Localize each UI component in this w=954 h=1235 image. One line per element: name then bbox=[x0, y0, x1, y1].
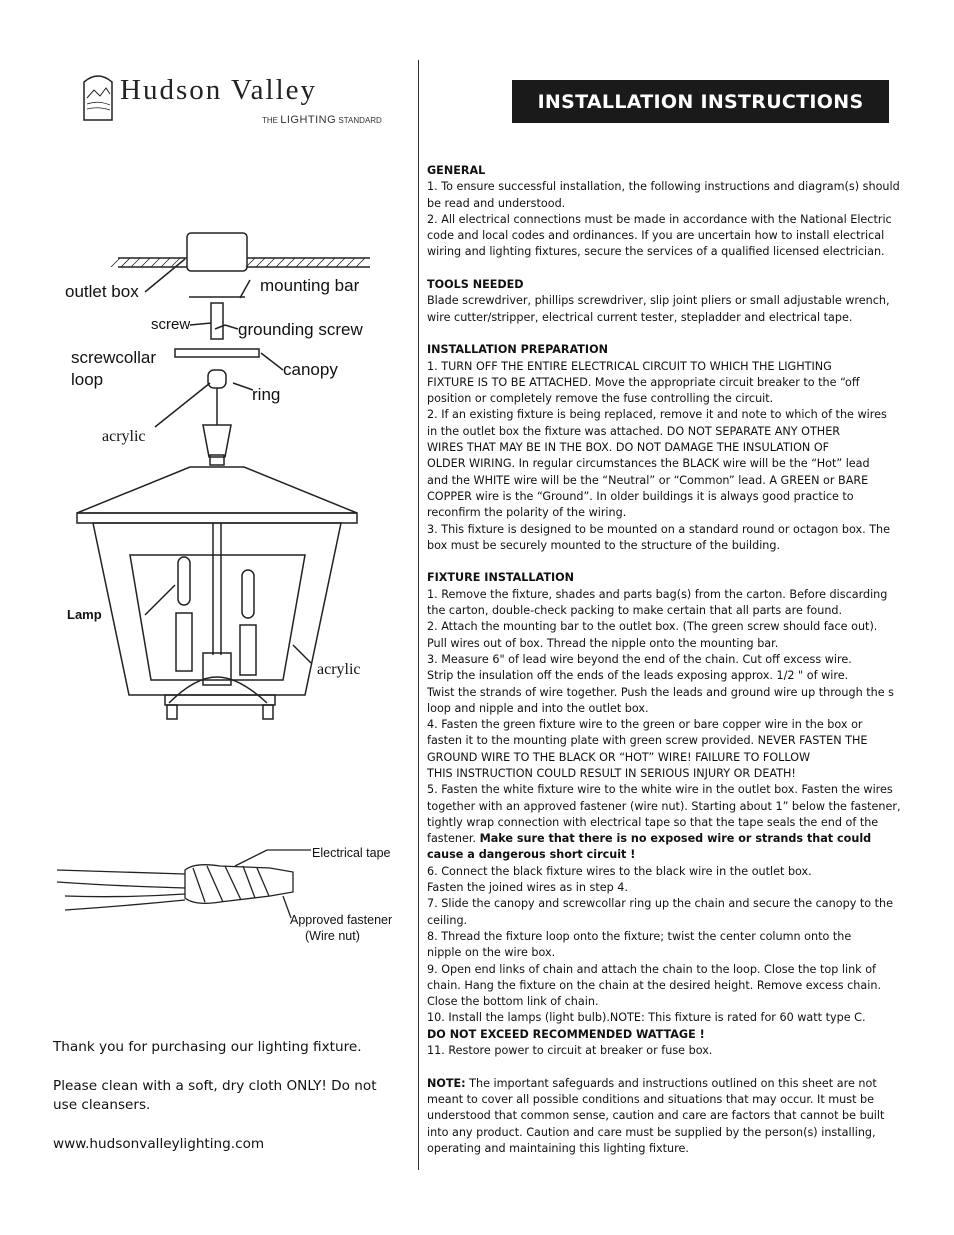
section-note bbox=[427, 1076, 915, 1157]
note-text: The important safeguards and instructions outlined on this sheet are not bbox=[465, 1076, 877, 1090]
label-grounding-screw: grounding screw bbox=[238, 320, 363, 339]
column-divider bbox=[418, 60, 419, 1170]
label-outlet-box: outlet box bbox=[65, 282, 139, 301]
text-line: 11. Restore power to circuit at breaker or fuse box. bbox=[427, 1044, 713, 1058]
text-line: into any product. Caution and care must be supplied by the person(s) installing, bbox=[427, 1125, 876, 1139]
text-line: Strip the insulation off the ends of the leads exposing approx. 1/2 " of wire. bbox=[427, 669, 849, 683]
text-line: 2. All electrical connections must be made in accordance with the National Electric bbox=[427, 212, 892, 226]
text-line: wiring and lighting fixtures, secure the services of a qualified licensed electrician. bbox=[427, 245, 885, 259]
instructions-body bbox=[427, 163, 915, 1157]
tagline-the: THE bbox=[262, 116, 278, 125]
text-line: ceiling. bbox=[427, 913, 468, 927]
text-line: 1. TURN OFF THE ENTIRE ELECTRICAL CIRCUIT TO WHICH THE LIGHTING bbox=[427, 359, 832, 373]
label-screw: screw bbox=[151, 316, 191, 333]
text-line: 2. Attach the mounting bar to the outlet box. (The green screw should face out). bbox=[427, 620, 878, 634]
text-line: reconfirm the polarity of the wiring. bbox=[427, 506, 627, 520]
section-heading: TOOLS NEEDED bbox=[427, 278, 524, 292]
text-line: GROUND WIRE TO THE BLACK OR “HOT” WIRE! FAILURE TO FOLLOW bbox=[427, 750, 811, 764]
text-line: 7. Slide the canopy and screwcollar ring up the chain and secure the canopy to the bbox=[427, 897, 894, 911]
text-line: 2. If an existing fixture is being replaced, remove it and note to which of the wires bbox=[427, 408, 887, 422]
warning-text: cause a dangerous short circuit ! bbox=[427, 848, 636, 862]
section-heading: GENERAL bbox=[427, 164, 486, 177]
text-line: 9. Open end links of chain and attach the chain to the loop. Close the top link of bbox=[427, 962, 876, 976]
text-line: wire cutter/stripper, electrical current tester, stepladder and electrical tape. bbox=[427, 310, 853, 324]
wattage-warning: DO NOT EXCEED RECOMMENDED WATTAGE ! bbox=[427, 1027, 705, 1041]
text-line: 3. This fixture is designed to be mounted on a standard round or octagon box. The bbox=[427, 522, 891, 536]
text-line: tightly wrap connection with electrical tape so that the tape seals the end of the bbox=[427, 815, 879, 829]
website-link[interactable]: www.hudsonvalleylighting.com bbox=[53, 1136, 265, 1152]
text-line: in the outlet box the fixture was attached. DO NOT SEPARATE ANY OTHER bbox=[427, 424, 841, 438]
section-heading: FIXTURE INSTALLATION bbox=[427, 571, 575, 585]
care-text: use cleansers. bbox=[53, 1097, 151, 1113]
text-line: meant to cover all possible conditions and situations that may occur. It must be bbox=[427, 1092, 875, 1106]
text-line: 8. Thread the fixture loop onto the fixture; twist the center column onto the bbox=[427, 929, 852, 943]
note-line bbox=[427, 1076, 915, 1092]
text-line: Pull wires out of box. Thread the nipple onto the mounting bar. bbox=[427, 636, 779, 650]
text-line: position or completely remove the fuse controlling the circuit. bbox=[427, 392, 774, 406]
text-line: together with an approved fastener (wire nut). Starting about 1” below the fastener, bbox=[427, 799, 901, 813]
label-mounting-bar: mounting bar bbox=[260, 276, 360, 295]
label-canopy: canopy bbox=[283, 360, 338, 379]
text-line: 1. To ensure successful installation, the following instructions and diagram(s) should bbox=[427, 180, 900, 194]
text-line: understood that common sense, caution and care are factors that cannot be built bbox=[427, 1109, 885, 1123]
text-line: 1. Remove the fixture, shades and parts bag(s) from the carton. Before discarding bbox=[427, 587, 888, 601]
text-line: OLDER WIRING. In regular circumstances the BLACK wire will be the “Hot” lead bbox=[427, 457, 870, 471]
label-approved-fastener: Approved fastener bbox=[290, 913, 393, 927]
text-line: fasten it to the mounting plate with green screw provided. NEVER FASTEN THE bbox=[427, 734, 868, 748]
care-text: Please clean with a soft, dry cloth ONLY! Do not bbox=[53, 1078, 377, 1094]
text-line: be read and understood. bbox=[427, 196, 566, 210]
footer-notes bbox=[53, 1038, 413, 1154]
text-line: operating and maintaining this lighting fixture. bbox=[427, 1141, 689, 1155]
text-line: the carton, double-check packing to make certain that all parts are found. bbox=[427, 604, 843, 618]
text-line: WIRES THAT MAY BE IN THE BOX. DO NOT DAMAGE THE INSULATION OF bbox=[427, 441, 830, 455]
text-line: FIXTURE IS TO BE ATTACHED. Move the appropriate circuit breaker to the “off bbox=[427, 375, 860, 389]
brand-name: Hudson Valley bbox=[120, 74, 318, 106]
text-line: chain. Hang the fixture on the chain at the desired height. Remove excess chain. bbox=[427, 978, 882, 992]
label-ring: ring bbox=[252, 385, 281, 404]
text-line: THIS INSTRUCTION COULD RESULT IN SERIOUS INJURY OR DEATH! bbox=[427, 766, 796, 780]
section-preparation bbox=[427, 342, 915, 554]
brand-logo bbox=[82, 70, 412, 130]
text-line: 6. Connect the black fixture wires to the black wire in the outlet box. bbox=[427, 864, 812, 878]
fixture-diagram bbox=[55, 225, 400, 745]
wire-nut-diagram bbox=[55, 840, 415, 960]
text-line: 4. Fasten the green fixture wire to the green or bare copper wire in the box or bbox=[427, 718, 863, 732]
section-heading: INSTALLATION PREPARATION bbox=[427, 343, 608, 357]
text-line: 5. Fasten the white fixture wire to the white wire in the outlet box. Fasten the wires bbox=[427, 783, 893, 797]
thank-you-text: Thank you for purchasing our lighting fixture. bbox=[53, 1039, 362, 1055]
text-line: 10. Install the lamps (light bulb).NOTE: This fixture is rated for 60 watt type C. bbox=[427, 1011, 866, 1025]
text-line: code and local codes and ordinances. If you are uncertain how to install electrical bbox=[427, 229, 885, 243]
text-line: nipple on the wire box. bbox=[427, 946, 556, 960]
text-line: box must be securely mounted to the structure of the building. bbox=[427, 538, 781, 552]
warning-line bbox=[427, 831, 915, 847]
hudson-valley-emblem-icon bbox=[82, 72, 114, 122]
label-loop: loop bbox=[71, 370, 104, 389]
label-acrylic-side: acrylic bbox=[317, 661, 361, 678]
text-line: Close the bottom link of chain. bbox=[427, 995, 599, 1009]
label-electrical-tape: Electrical tape bbox=[312, 846, 391, 860]
tagline-standard: STANDARD bbox=[338, 116, 382, 125]
warning-text: Make sure that there is no exposed wire or strands that could bbox=[479, 832, 872, 846]
brand-tagline bbox=[262, 114, 382, 126]
tagline-lighting: LIGHTING bbox=[280, 114, 337, 126]
label-wire-nut: (Wire nut) bbox=[305, 929, 360, 943]
text-line: and the WHITE wire will be the “Neutral” or “Common” lead. A GREEN or BARE bbox=[427, 473, 869, 487]
section-fixture-installation bbox=[427, 570, 915, 1059]
note-label: NOTE: bbox=[427, 1076, 466, 1090]
label-screwcollar: screwcollar bbox=[71, 348, 157, 367]
fastener-text: fastener. bbox=[427, 832, 476, 846]
page-title: INSTALLATION INSTRUCTIONS bbox=[512, 80, 889, 123]
text-line: loop and nipple and into the outlet box. bbox=[427, 701, 649, 715]
section-general bbox=[427, 163, 915, 261]
text-line: Blade screwdriver, phillips screwdriver, slip joint pliers or small adjustable wrench, bbox=[427, 294, 890, 308]
text-line: COPPER wire is the “Ground”. In older buildings it is always good practice to bbox=[427, 489, 854, 503]
text-line: Fasten the joined wires as in step 4. bbox=[427, 881, 628, 895]
text-line: 3. Measure 6" of lead wire beyond the end of the chain. Cut off excess wire. bbox=[427, 652, 852, 666]
section-tools bbox=[427, 277, 915, 326]
label-lamp: Lamp bbox=[67, 607, 102, 622]
label-acrylic-top: acrylic bbox=[102, 428, 146, 445]
text-line: Twist the strands of wire together. Push the leads and ground wire up through the s bbox=[427, 685, 894, 699]
